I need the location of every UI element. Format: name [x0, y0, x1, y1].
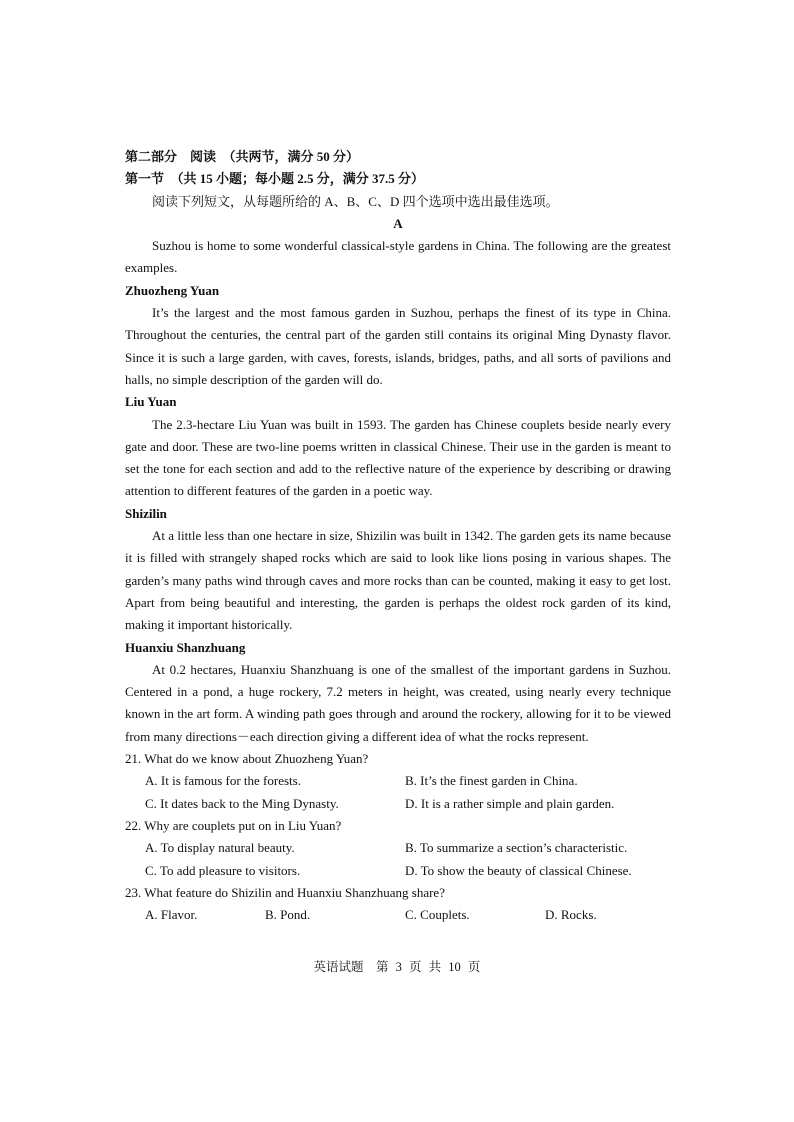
garden-heading-liu: Liu Yuan: [125, 394, 177, 410]
section-title: 第一节 （共 15 小题；每小题 2.5 分，满分 37.5 分）: [125, 171, 425, 187]
option-c: C. It dates back to the Ming Dynasty.: [145, 795, 339, 811]
option-a: A. It is famous for the forests.: [145, 773, 301, 789]
garden-heading-huanxiu: Huanxiu Shanzhuang: [125, 639, 246, 655]
option-d: D. Rocks.: [545, 907, 597, 923]
option-b: B. To summarize a section’s characteristic.: [405, 840, 628, 856]
question-stem: 21. What do we know about Zhuozheng Yuan?: [125, 751, 369, 767]
option-b: B. It’s the finest garden in China.: [405, 773, 578, 789]
exam-page: [125, 146, 671, 926]
option-a: A. Flavor.: [145, 907, 198, 923]
question-stem: 22. Why are couplets put on in Liu Yuan?: [125, 817, 342, 833]
garden-heading-zhuozheng: Zhuozheng Yuan: [125, 282, 220, 298]
garden-text-huanxiu: At 0.2 hectares, Huanxiu Shanzhuang is one of the smallest of the important gardens in Suzhou. Centered in a pond, a huge rockery, 7.2 meters in height, was created, using nearly every technique known in the art form. A winding path goes through and around the rockery, allowing for it to be viewed from many directions－each direction giving a different idea of what the rocks represent.: [125, 661, 671, 744]
instruction: 阅读下列短文，从每题所给的 A、B、C、D 四个选项中选出最佳选项。: [152, 193, 559, 209]
garden-text-shizilin: At a little less than one hectare in size, Shizilin was built in 1342. The garden gets its name because it is filled with strangely shaped rocks which are said to look like lions posing in various shapes. The garden’s many paths wind through caves and more rocks than can be counted, making it easy to get lost. Apart from being beautiful and interesting, the garden is perhaps the oldest rock garden of its kind, making it important historically.: [125, 528, 671, 633]
question-21: [125, 748, 671, 815]
garden-text-zhuozheng: It’s the largest and the most famous garden in Suzhou, perhaps the finest of its type in China. Throughout the centuries, the central part of the garden still contains its original Ming Dynasty flavor. Since it is such a large garden, with caves, forests, islands, bridges, paths, and all sorts of pavilions and halls, no simple description of the garden will do.: [125, 305, 671, 387]
garden-heading-shizilin: Shizilin: [125, 505, 167, 521]
question-22: [125, 815, 671, 882]
option-b: B. Pond.: [265, 907, 311, 923]
option-c: C. To add pleasure to visitors.: [145, 862, 301, 878]
option-a: A. To display natural beauty.: [145, 840, 295, 856]
option-d: D. To show the beauty of classical Chinese.: [405, 862, 632, 878]
option-d: D. It is a rather simple and plain garden.: [405, 795, 615, 811]
question-23: [125, 882, 671, 927]
part-title: 第二部分 阅读 （共两节，满分 50 分）: [125, 149, 360, 164]
page-footer: 英语试题 第 3 页 共 10 页: [313, 960, 481, 974]
passage-intro: Suzhou is home to some wonderful classical-style gardens in China. The following are the greatest examples.: [125, 238, 671, 276]
garden-text-liu: The 2.3-hectare Liu Yuan was built in 1593. The garden has Chinese couplets beside nearly every gate and door. These are two-line poems written in classical Chinese. Their use in the garden is meant to set the tone for each section and add to the reflective nature of the experience by describing or drawing attention to different features of the garden in a poetic way.: [125, 416, 671, 499]
option-c: C. Couplets.: [405, 907, 470, 923]
question-stem: 23. What feature do Shizilin and Huanxiu Shanzhuang share?: [125, 884, 445, 900]
passage-letter: A: [393, 215, 403, 231]
